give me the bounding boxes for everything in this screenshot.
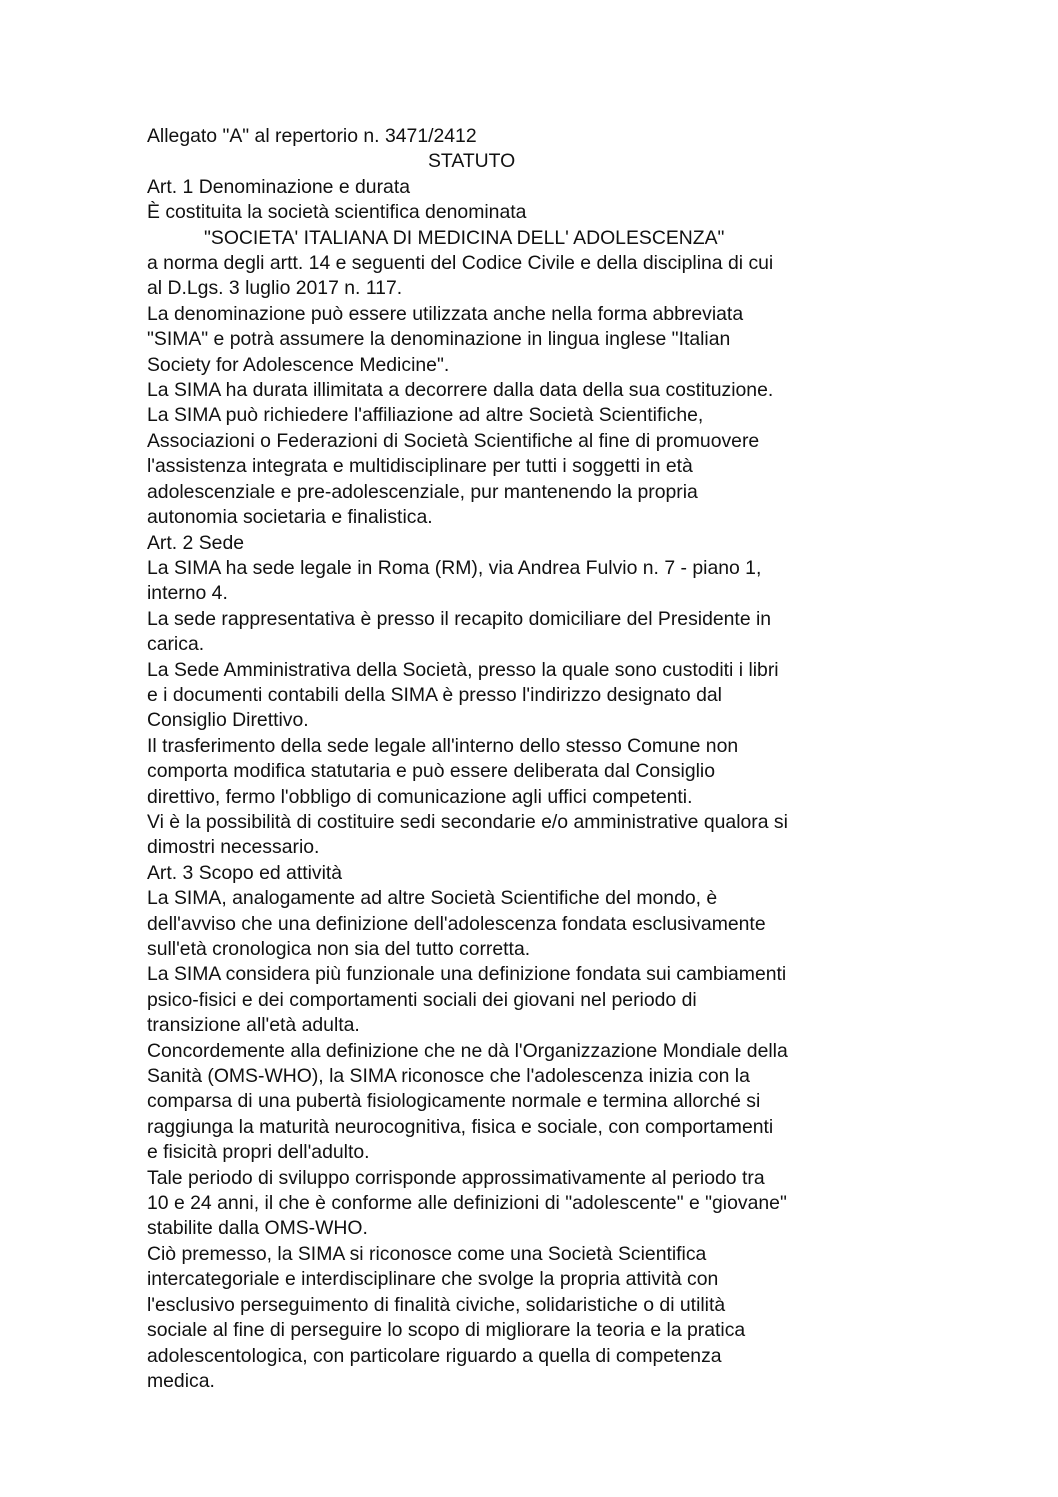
paragraph-line: Associazioni o Federazioni di Società Scientifiche al fine di promuovere — [147, 429, 760, 452]
paragraph-line: adolescentologica, con particolare riguardo a quella di competenza — [147, 1344, 722, 1367]
paragraph-line: sociale al fine di perseguire lo scopo di migliorare la teoria e la pratica — [147, 1319, 746, 1342]
paragraph-line: È costituita la società scientifica denominata — [147, 201, 527, 224]
paragraph-line: direttivo, fermo l'obbligo di comunicazione agli uffici competenti. — [147, 785, 693, 808]
paragraph-line: Concordemente alla definizione che ne dà l'Organizzazione Mondiale della — [147, 1039, 788, 1062]
paragraph-line: La SIMA, analogamente ad altre Società Scientifiche del mondo, è — [147, 887, 718, 910]
article-heading: Art. 3 Scopo ed attività — [147, 861, 343, 884]
paragraph-line: adolescenziale e pre-adolescenziale, pur mantenendo la propria — [147, 480, 698, 503]
paragraph-line: stabilite dalla OMS-WHO. — [147, 1217, 368, 1240]
article-heading: Art. 1 Denominazione e durata — [147, 175, 411, 198]
paragraph-line: La sede rappresentativa è presso il recapito domiciliare del Presidente in — [147, 607, 772, 630]
document-header: Allegato "A" al repertorio n. 3471/2412 — [147, 125, 477, 147]
paragraph-line: e fisicità propri dell'adulto. — [147, 1141, 370, 1164]
paragraph-line: La Sede Amministrativa della Società, presso la quale sono custoditi i libri — [147, 658, 779, 681]
paragraph-line: Ciò premesso, la SIMA si riconosce come una Società Scientifica — [147, 1242, 707, 1265]
article-heading: Art. 2 Sede — [147, 531, 245, 554]
paragraph-line: La SIMA considera più funzionale una definizione fondata sui cambiamenti — [147, 963, 787, 986]
paragraph-line: dell'avviso che una definizione dell'adolescenza fondata esclusivamente — [147, 912, 766, 935]
paragraph-line: raggiunga la maturità neurocognitiva, fisica e sociale, con comportamenti — [147, 1115, 774, 1138]
society-name: "SOCIETA' ITALIANA DI MEDICINA DELL' ADOLESCENZA" — [204, 226, 725, 249]
paragraph-line: al D.Lgs. 3 luglio 2017 n. 117. — [147, 277, 403, 300]
paragraph-line: l'assistenza integrata e multidisciplinare per tutti i soggetti in età — [147, 455, 693, 478]
paragraph-line: La denominazione può essere utilizzata anche nella forma abbreviata — [147, 302, 744, 325]
paragraph-line: autonomia societaria e finalistica. — [147, 506, 433, 529]
paragraph-line: comporta modifica statutaria e può essere deliberata dal Consiglio — [147, 760, 716, 783]
paragraph-line: La SIMA ha sede legale in Roma (RM), via Andrea Fulvio n. 7 - piano 1, — [147, 556, 762, 579]
paragraph-line: transizione all'età adulta. — [147, 1014, 360, 1037]
paragraph-line: l'esclusivo perseguimento di finalità civiche, solidaristiche o di utilità — [147, 1293, 726, 1316]
document-title: STATUTO — [428, 150, 516, 173]
paragraph-line: Consiglio Direttivo. — [147, 709, 309, 732]
paragraph-line: La SIMA ha durata illimitata a decorrere dalla data della sua costituzione. — [147, 379, 774, 402]
paragraph-line: medica. — [147, 1369, 215, 1392]
paragraph-line: intercategoriale e interdisciplinare che svolge la propria attività con — [147, 1268, 719, 1291]
paragraph-line: sull'età cronologica non sia del tutto corretta. — [147, 938, 531, 960]
paragraph-line: a norma degli artt. 14 e seguenti del Codice Civile e della disciplina di cui — [147, 252, 774, 275]
paragraph-line: psico-fisici e dei comportamenti sociali dei giovani nel periodo di — [147, 988, 697, 1011]
paragraph-line: dimostri necessario. — [147, 836, 320, 859]
paragraph-line: Society for Adolescence Medicine". — [147, 353, 450, 376]
paragraph-line: e i documenti contabili della SIMA è presso l'indirizzo designato dal — [147, 683, 722, 706]
paragraph-line: Tale periodo di sviluppo corrisponde approssimativamente al periodo tra — [147, 1166, 765, 1189]
paragraph-line: interno 4. — [147, 582, 228, 605]
paragraph-line: 10 e 24 anni, il che è conforme alle definizioni di "adolescente" e "giovane" — [147, 1192, 787, 1215]
paragraph-line: Vi è la possibilità di costituire sedi secondarie e/o amministrative qualora si — [147, 810, 788, 833]
paragraph-line: La SIMA può richiedere l'affiliazione ad altre Società Scientifiche, — [147, 404, 704, 427]
paragraph-line: "SIMA" e potrà assumere la denominazione in lingua inglese "Italian — [147, 328, 731, 351]
paragraph-line: comparsa di una pubertà fisiologicamente normale e termina allorché si — [147, 1090, 761, 1113]
document-body — [147, 124, 797, 1394]
paragraph-line: carica. — [147, 633, 205, 656]
paragraph-line: Il trasferimento della sede legale all'interno dello stesso Comune non — [147, 734, 739, 757]
paragraph-line: Sanità (OMS-WHO), la SIMA riconosce che l'adolescenza inizia con la — [147, 1065, 750, 1088]
